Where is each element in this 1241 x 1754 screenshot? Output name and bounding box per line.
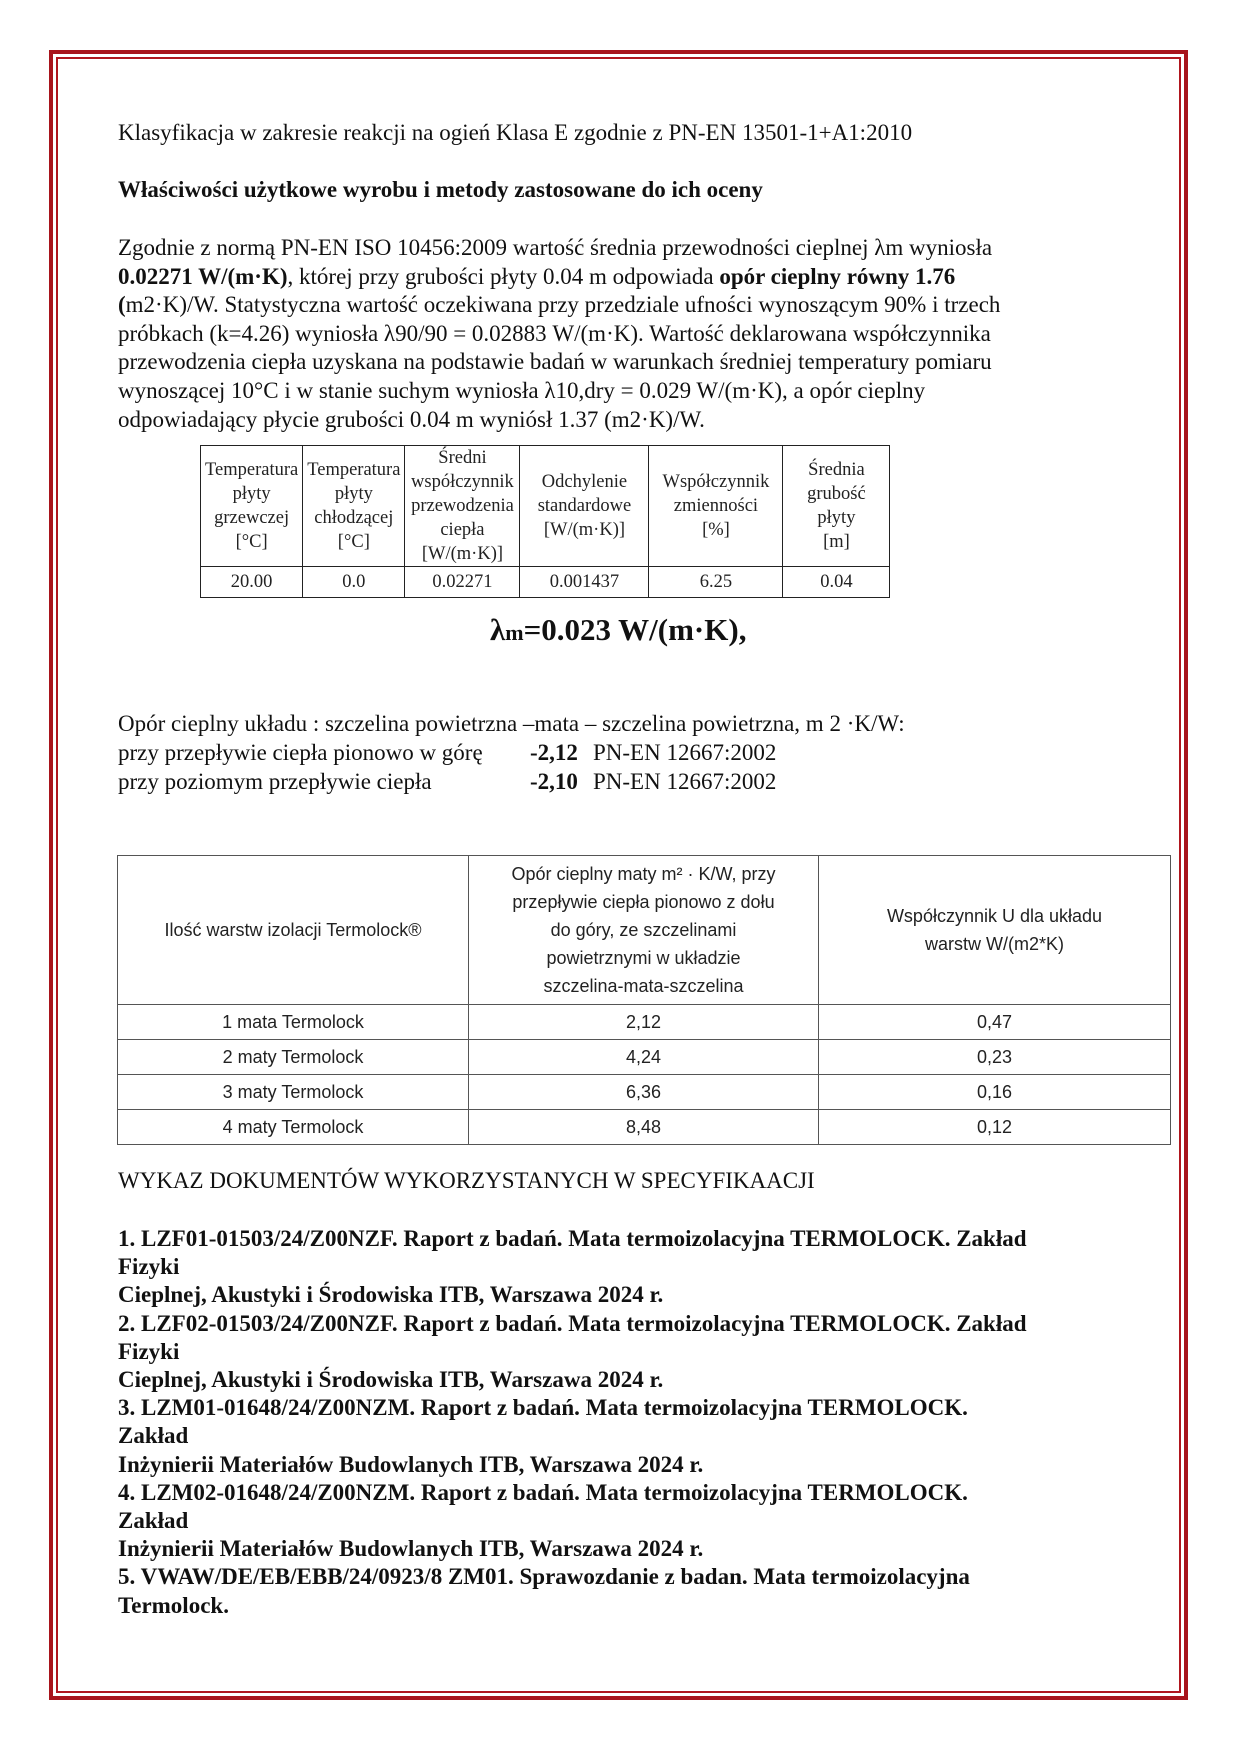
opor-value: -2,12 xyxy=(530,740,578,765)
opor-title: Opór cieplny układu : szczelina powietrzna –mata – szczelina powietrzna, m 2 ·K/W: xyxy=(118,711,905,736)
measurement-table xyxy=(200,445,890,598)
reference-line: 2. LZF02-01503/24/Z00NZF. Raport z badań. Mata termoizolacyjna TERMOLOCK. Zakład xyxy=(118,1310,1027,1336)
table-cell: 8,48 xyxy=(469,1110,819,1145)
table-cell: 4 maty Termolock xyxy=(118,1110,469,1145)
paragraph-line: wynoszącej 10°C i w stanie suchym wyniosła λ10,dry = 0.029 W/(m·K), a opór cieplny xyxy=(118,377,926,403)
reference-line: Cieplnej, Akustyki i Środowiska ITB, Warszawa 2024 r. xyxy=(118,1367,664,1393)
reference-line: Cieplnej, Akustyki i Środowiska ITB, Warszawa 2024 r. xyxy=(118,1282,664,1308)
table-cell: 6.25 xyxy=(649,567,783,598)
lambda-result: λm=0.023 W/(m·K), xyxy=(490,612,747,647)
paragraph-line: (m2·K)/W. Statystyczna wartość oczekiwana przy przedziale ufności wynoszącym 90% i trzech xyxy=(118,292,1001,318)
header-layer-count: Ilość warstw izolacji Termolock® xyxy=(118,856,469,1005)
table-cell: 0,47 xyxy=(819,1005,1171,1040)
table-cell: 0.02271 xyxy=(405,567,520,598)
header-mat-resistance: Opór cieplny maty m² · K/W, przy przepływie ciepła pionowo z dołu do góry, ze szczelinami powietrznymi w układzie szczelina-mata-szczelina xyxy=(469,856,819,1005)
header-cooling-plate-temp: Temperatura płyty chłodzącej [°C] xyxy=(303,446,405,567)
reference-line: 5. VWAW/DE/EB/EBB/24/0923/8 ZM01. Sprawozdanie z badan. Mata termoizolacyjna xyxy=(118,1564,970,1590)
table-cell: 0,12 xyxy=(819,1110,1171,1145)
table-cell: 20.00 xyxy=(201,567,303,598)
thermal-conductivity-paragraph xyxy=(118,234,1118,434)
header-mean-conductivity: Średni współczynnik przewodzenia ciepła [W/(m·K)] xyxy=(405,446,520,567)
paragraph-line: próbkach (k=4.26) wyniosła λ90/90 = 0.02883 W/(m·K). Wartość deklarowana współczynnika xyxy=(118,320,991,346)
table-cell: 0,23 xyxy=(819,1040,1171,1075)
header-heating-plate-temp: Temperatura płyty grzewczej [°C] xyxy=(201,446,303,567)
system-thermal-resistance xyxy=(118,709,905,796)
table-row xyxy=(118,1075,1171,1110)
reference-line: Inżynierii Materiałów Budowlanych ITB, Warszawa 2024 r. xyxy=(118,1451,704,1477)
reference-line: Zakład xyxy=(118,1508,189,1534)
table-cell: 6,36 xyxy=(469,1075,819,1110)
table-row xyxy=(118,1110,1171,1145)
fire-classification-line: Klasyfikacja w zakresie reakcji na ogień Klasa E zgodnie z PN-EN 13501-1+A1:2010 xyxy=(118,120,913,145)
reference-line: Zakład xyxy=(118,1423,189,1449)
opor-standard: PN-EN 12667:2002 xyxy=(593,769,777,794)
reference-line: 3. LZM01-01648/24/Z00NZM. Raport z badań. Mata termoizolacyjna TERMOLOCK. xyxy=(118,1395,968,1421)
table-header-row xyxy=(201,446,890,567)
table-cell: 3 maty Termolock xyxy=(118,1075,469,1110)
table-cell: 4,24 xyxy=(469,1040,819,1075)
references-heading: WYKAZ DOKUMENTÓW WYKORZYSTANYCH W SPECYFIKAACJI xyxy=(118,1168,815,1193)
thermal-resistance-value: opór cieplny równy 1.76 xyxy=(719,263,956,289)
reference-line: 4. LZM02-01648/24/Z00NZM. Raport z badań. Mata termoizolacyjna TERMOLOCK. xyxy=(118,1479,968,1505)
table-cell: 1 mata Termolock xyxy=(118,1005,469,1040)
references-list xyxy=(118,1225,1158,1620)
reference-line: Fizyki xyxy=(118,1338,180,1364)
reference-line: 1. LZF01-01503/24/Z00NZF. Raport z badań. Mata termoizolacyjna TERMOLOCK. Zakład xyxy=(118,1226,1027,1251)
reference-line: Fizyki xyxy=(118,1254,180,1280)
reference-line: Termolock. xyxy=(118,1592,229,1618)
opor-standard: PN-EN 12667:2002 xyxy=(593,740,777,765)
table-cell: 0.001437 xyxy=(520,567,649,598)
paragraph-line: 0.02271 W/(m·K), której przy grubości płyty 0.04 m odpowiada opór cieplny równy 1.76 xyxy=(118,263,956,289)
paragraph-line: odpowiadający płycie grubości 0.04 m wyniósł 1.37 (m2·K)/W. xyxy=(118,406,705,432)
header-std-deviation: Odchylenie standardowe [W/(m·K)] xyxy=(520,446,649,567)
table-cell: 2,12 xyxy=(469,1005,819,1040)
header-u-coefficient: Współczynnik U dla układu warstw W/(m2*K) xyxy=(819,856,1171,1005)
table-header-row xyxy=(118,856,1171,1005)
table-cell: 0.04 xyxy=(783,567,890,598)
layers-table xyxy=(117,855,1171,1145)
table-row xyxy=(201,567,890,598)
table-row xyxy=(118,1005,1171,1040)
paragraph-line: przewodzenia ciepła uzyskana na podstawie badań w warunkach średniej temperatury pomiaru xyxy=(118,349,992,375)
opor-value: -2,10 xyxy=(530,769,578,794)
paragraph-line: Zgodnie z normą PN-EN ISO 10456:2009 wartość średnia przewodności cieplnej λm wyniosła xyxy=(118,235,993,260)
table-cell: 2 maty Termolock xyxy=(118,1040,469,1075)
header-variation-coefficient: Współczynnik zmienności [%] xyxy=(649,446,783,567)
header-mean-thickness: Średnia grubość płyty [m] xyxy=(783,446,890,567)
reference-line: Inżynierii Materiałów Budowlanych ITB, Warszawa 2024 r. xyxy=(118,1536,704,1562)
opor-row-vertical: przy przepływie ciepła pionowo w górę -2,12 PN-EN 12667:2002 xyxy=(118,740,777,765)
opor-row-horizontal: przy poziomym przepływie ciepła -2,10 PN-EN 12667:2002 xyxy=(118,769,777,794)
lambda-mean-value: 0.02271 W/(m·K) xyxy=(118,263,288,289)
table-row xyxy=(118,1040,1171,1075)
section-heading: Właściwości użytkowe wyrobu i metody zastosowane do ich oceny xyxy=(118,177,763,202)
table-cell: 0.0 xyxy=(303,567,405,598)
table-cell: 0,16 xyxy=(819,1075,1171,1110)
